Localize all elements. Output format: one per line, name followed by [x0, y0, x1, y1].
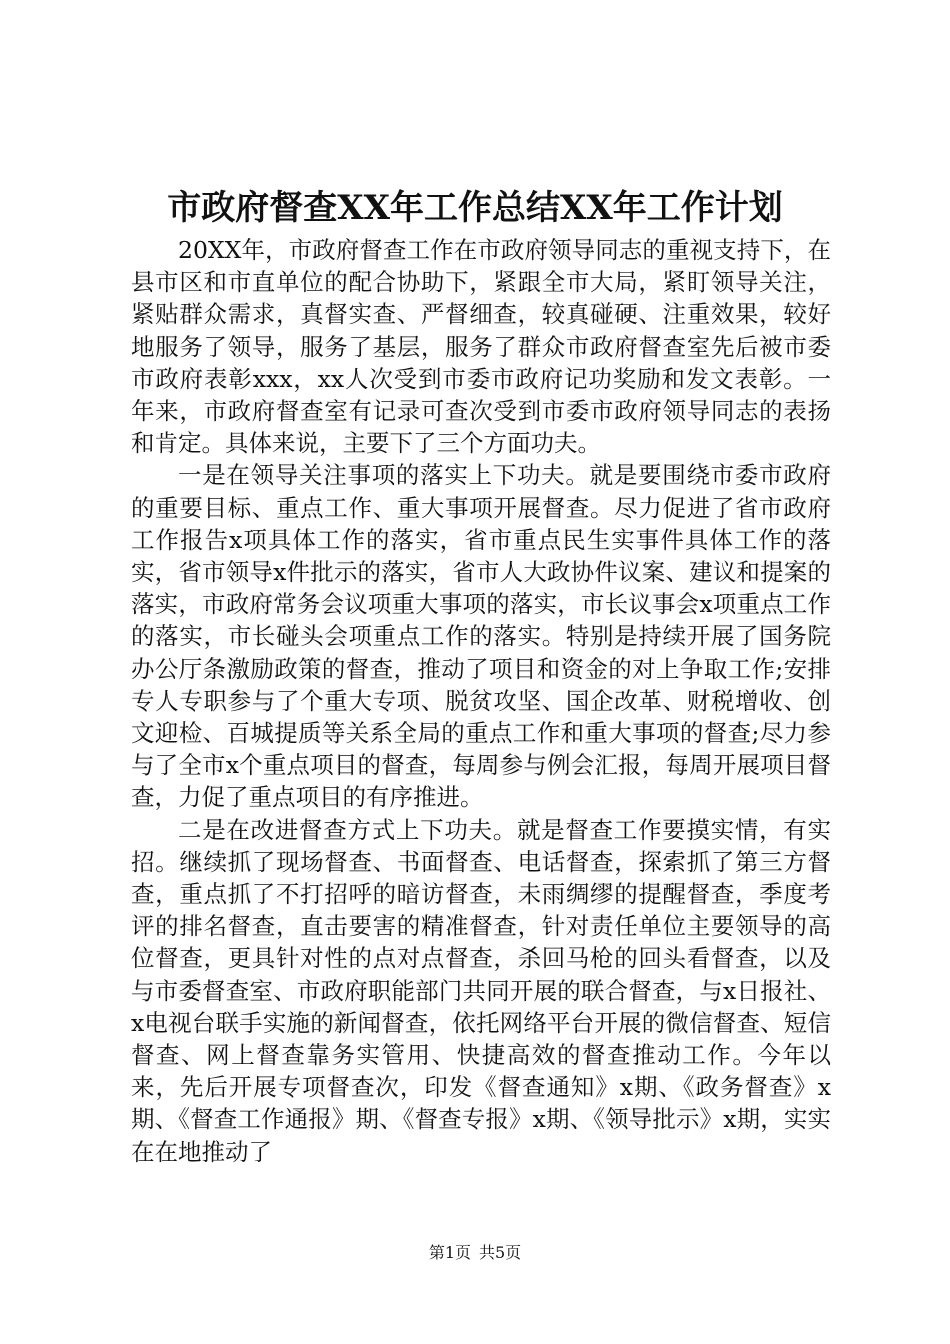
document-title: 市政府督查XX年工作总结XX年工作计划	[167, 188, 783, 228]
page-number: 第1页	[428, 1243, 471, 1262]
paragraph-intro: 20XX年，市政府督查工作在市政府领导同志的重视支持下，在县市区和市直单位的配合协助下，紧跟全市大局，紧盯领导关注，紧贴群众需求，真督实查、严督细查，较真碰硬、注重效果，较好地服务了领导，服务了基层，服务了群众市政府督查室先后被市委市政府表彰xxx，xx人次受到市委市政府记功奖励和发文表彰。一年来，市政府督查室有记录可查次受到市委市政府领导同志的表扬和肯定。具体来说，主要下了三个方面功夫。	[131, 236, 831, 458]
page-footer	[0, 1242, 950, 1264]
paragraph-first-point: 一是在领导关注事项的落实上下功夫。就是要围绕市委市政府的重要目标、重点工作、重大事项开展督查。尽力促进了省市政府工作报告x项具体工作的落实，省市重点民生实事件具体工作的落实，省市领导x件批示的落实，省市人大政协件议案、建议和提案的落实，市政府常务会议项重大事项的落实，市长议事会x项重点工作的落实，市长碰头会项重点工作的落实。特别是持续开展了国务院办公厅条激励政策的督查，推动了项目和资金的对上争取工作;安排专人专职参与了个重大专项、脱贫攻坚、国企改革、财税增收、创文迎检、百城提质等关系全局的重点工作和重大事项的督查;尽力参与了全市x个重点项目的督查，每周参与例会汇报，每周开展项目督查，力促了重点项目的有序推进。	[131, 461, 831, 812]
paragraph-second-point: 二是在改进督查方式上下功夫。就是督查工作要摸实情，有实招。继续抓了现场督查、书面督查、电话督查，探索抓了第三方督查，重点抓了不打招呼的暗访督查，未雨绸缪的提醒督查，季度考评的排名督查，直击要害的精准督查，针对责任单位主要领导的高位督查，更具针对性的点对点督查，杀回马枪的回头看督查，以及与市委督查室、市政府职能部门共同开展的联合督查，与x日报社、x电视台联手实施的新闻督查，依托网络平台开展的微信督查、短信督查、网上督查靠务实管用、快捷高效的督查推动工作。今年以来，先后开展专项督查次，印发《督查通知》x期、《政务督查》x期、《督查工作通报》期、《督查专报》x期、《领导批示》x期，实实在在地推动了	[131, 815, 831, 1166]
document-body	[131, 234, 831, 1168]
page-total: 共5页	[479, 1243, 522, 1262]
